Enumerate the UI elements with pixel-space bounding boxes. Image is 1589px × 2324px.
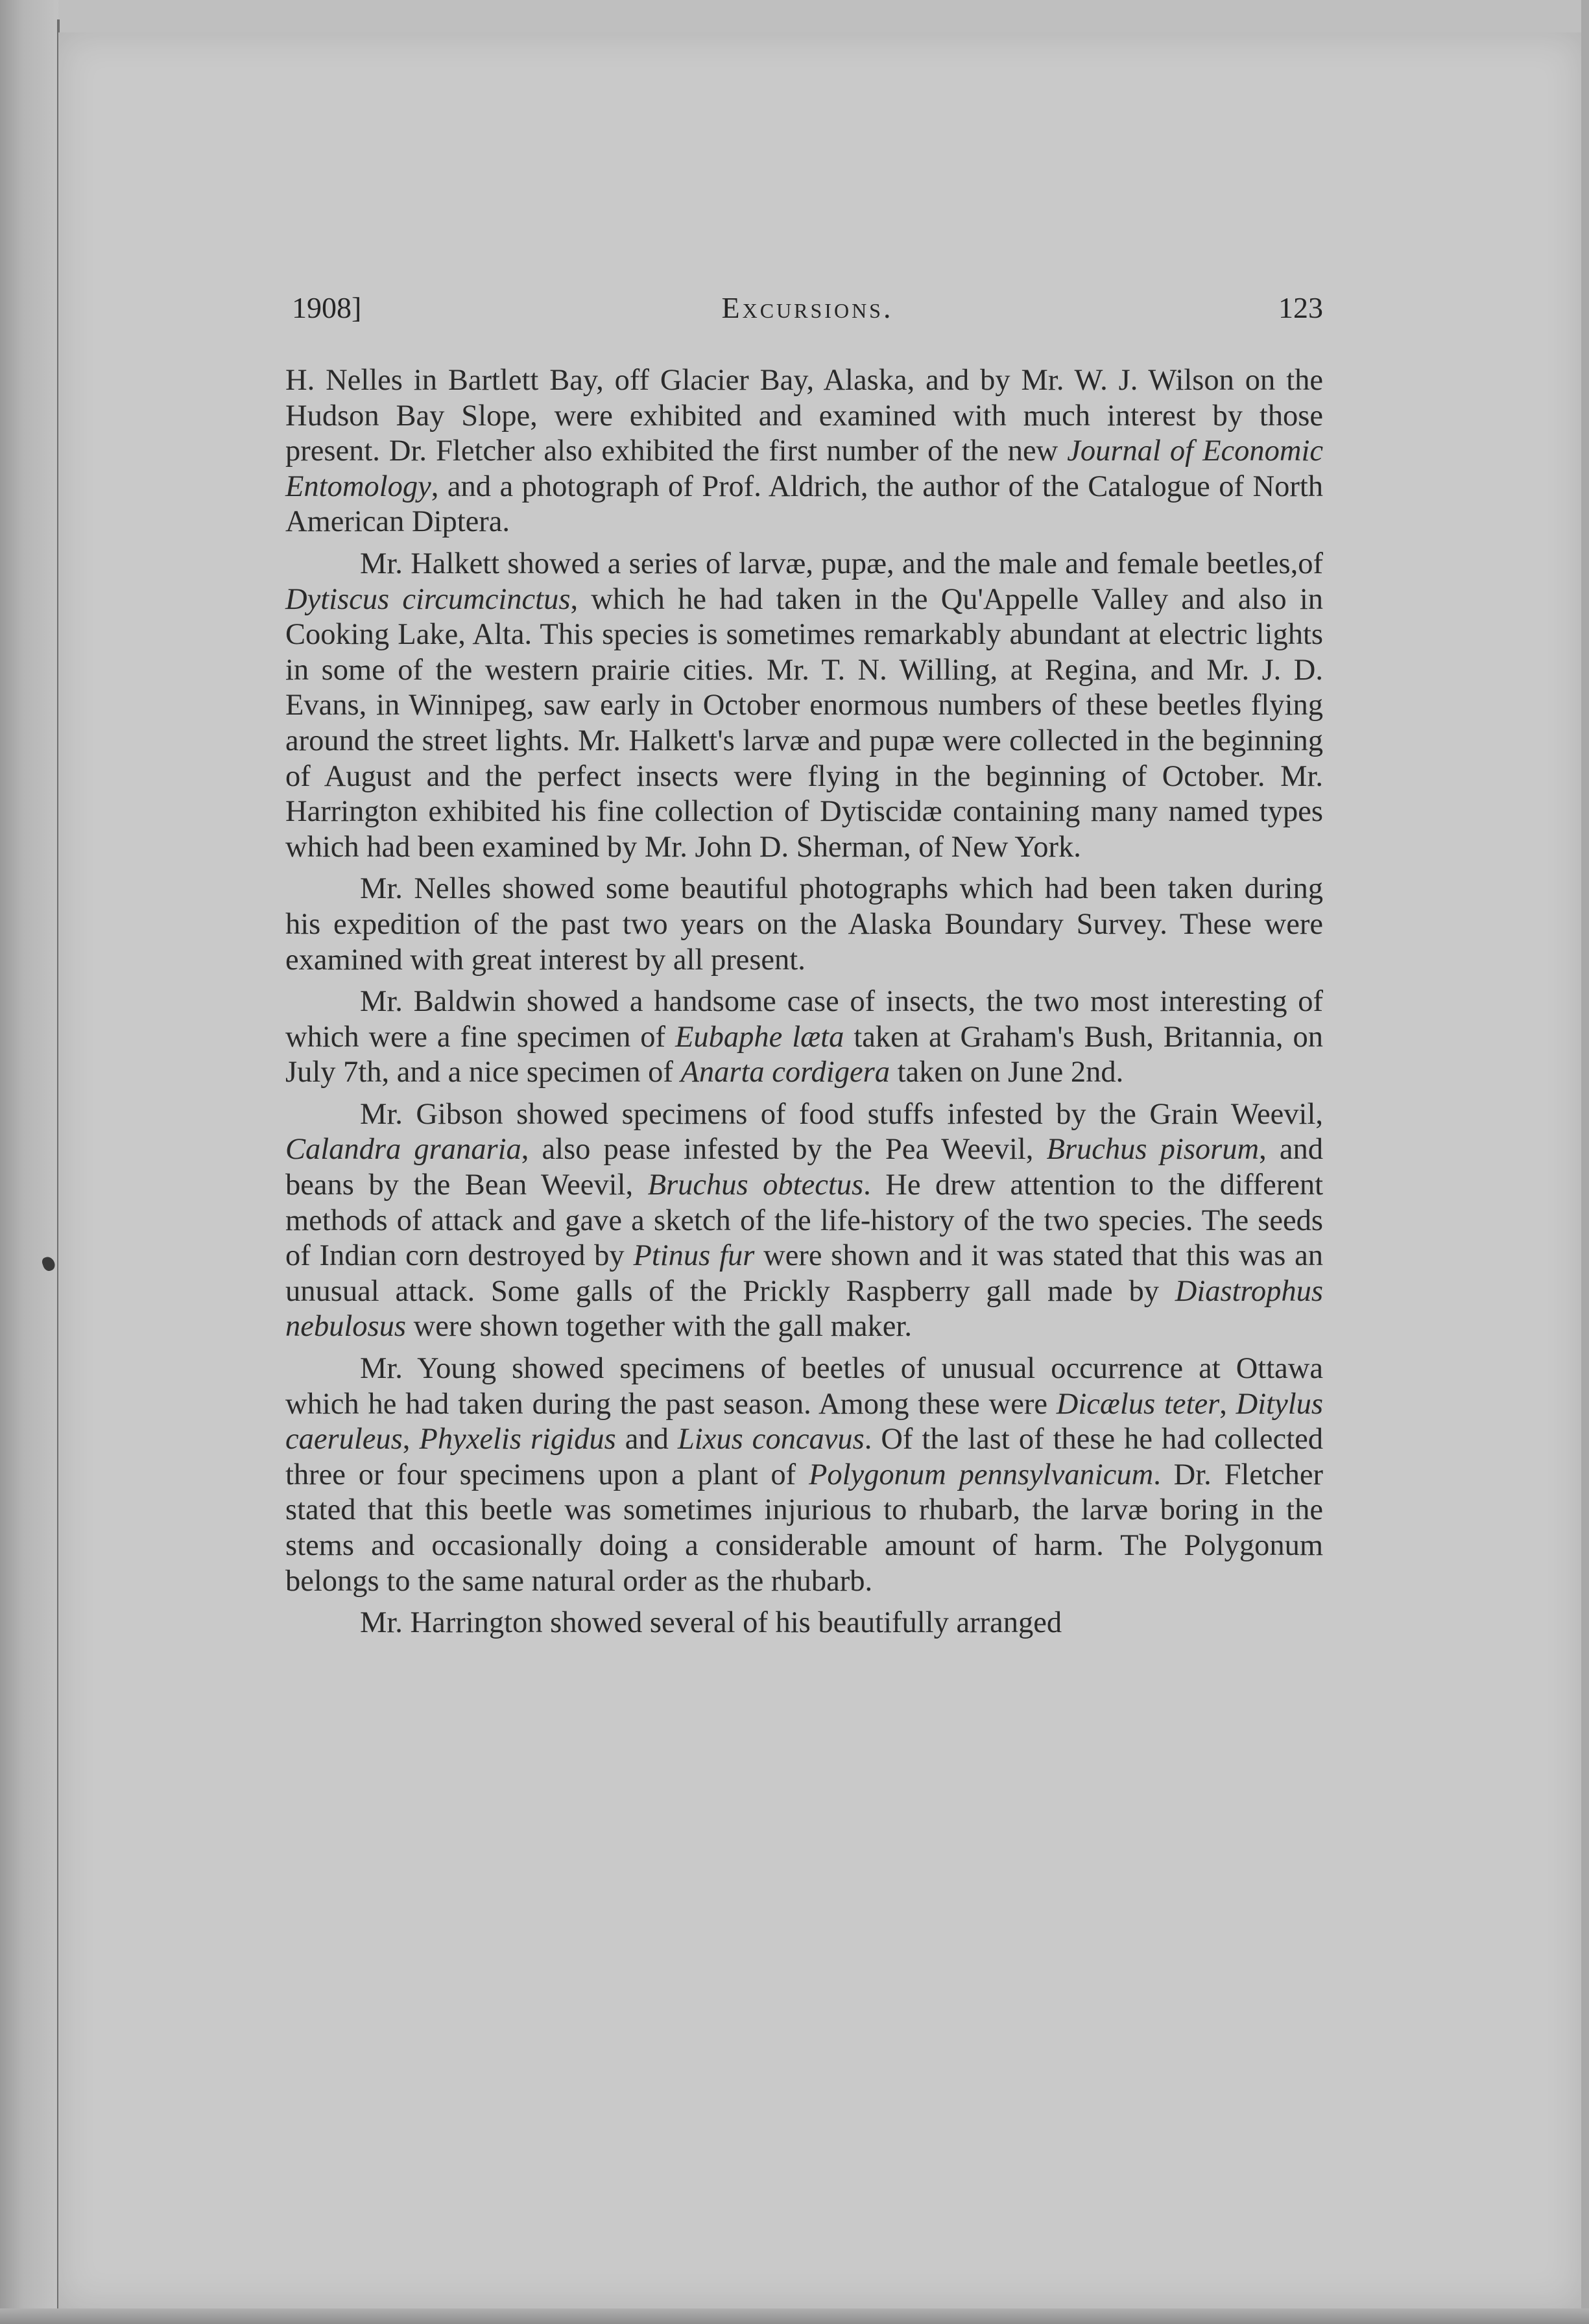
page-bottom-edge: [0, 2308, 1589, 2324]
text-run: . Dr. Fletcher stated that this beetle was sometimes injurious to rhubarb, the larvæ boring in the stems and occasionally doing a considerable amount of harm. The Polygonum belongs to the same natural order as the rhubarb.: [285, 1458, 1323, 1598]
italic-species-name: Dicælus teter: [1056, 1387, 1220, 1421]
italic-species-name: Calandra granaria: [285, 1133, 521, 1167]
italic-species-name: Phyxelis rigidus: [419, 1423, 616, 1456]
paragraph: [285, 984, 1323, 1091]
text-run: . He drew attention to the different methods of attack and gave a sketch of the life-history of the two species. The seeds of Indian corn destroyed by: [285, 1168, 1324, 1273]
italic-species-name: Ptinus fur: [633, 1239, 755, 1273]
text-run: , which he had taken in the Qu'Appelle Valley and also in Cooking Lake, Alta. This species is sometimes remarkably abundant at electric lights in some of the western prairie cities. Mr. T. N. Willing, at Regina, and Mr. J. D. Evans, in Winnipeg, saw early in October enormous numbers of these beetles flying around the street lights. Mr. Halkett's larvæ and pupæ were collected in the beginning of August and the perfect insects were flying in the beginning of October. Mr. Harrington exhibited his fine collection of Dytiscidæ containing many named types which had been examined by Mr. John D. Sherman, of New York.: [285, 582, 1323, 864]
italic-species-name: Polygonum pennsylvanicum: [808, 1458, 1154, 1491]
paragraph: [285, 547, 1323, 865]
text-run: Mr. Harrington showed several of his beautifully arranged: [360, 1606, 1062, 1640]
italic-species-name: Anarta cordigera: [680, 1056, 890, 1089]
text-run: ,: [1219, 1387, 1236, 1421]
text-run: H. Nelles in Bartlett Bay, off Glacier Bay, Alaska, and by Mr. W. J. Wilson on the Hudson Bay Slope, were exhibited and examined with much interest by those present. Dr. Fletcher also exhibited the first number of the new: [285, 364, 1323, 468]
italic-species-name: Lixus concavus: [677, 1423, 865, 1456]
text-run: Mr. Gibson showed specimens of food stuffs infested by the Grain Weevil,: [360, 1097, 1323, 1131]
paragraph: [285, 1351, 1323, 1599]
book-binding-edge: [0, 0, 58, 2324]
italic-species-name: Bruchus pisorum: [1046, 1133, 1260, 1167]
italic-species-name: Bruchus obtectus: [647, 1168, 864, 1202]
text-run: . Of the last of these he had collected three or four specimens upon a plant of: [285, 1423, 1323, 1491]
italic-species-name: Dytiscus circumcinctus: [285, 582, 571, 616]
text-run: taken at Graham's Bush, Britannia, on July 7th, and a nice specimen of: [285, 1020, 1323, 1089]
text-run: and: [615, 1423, 678, 1456]
italic-species-name: Journal of Economic Entomology: [285, 434, 1323, 503]
page-right-edge: [1581, 0, 1589, 2324]
text-run: , and beans by the Bean Weevil,: [285, 1133, 1323, 1202]
text-run: Mr. Nelles showed some beautiful photographs which had been taken during his expedition of the past two years on the Alaska Boundary Survey. These were examined with great interest by all present.: [285, 872, 1323, 977]
text-run: ,: [402, 1423, 420, 1456]
paragraph: [285, 1097, 1323, 1345]
page-number: 123: [1278, 291, 1323, 324]
text-run: , also pease infested by the Pea Weevil,: [521, 1133, 1047, 1167]
text-run: , and a photograph of Prof. Aldrich, the author of the Catalogue of North American Diptera.: [285, 469, 1323, 539]
header-year: 1908]: [292, 291, 362, 324]
running-head: [292, 290, 1323, 336]
paragraph: [285, 872, 1323, 978]
italic-species-name: Diastrophus nebulosus: [285, 1274, 1323, 1344]
text-run: Mr. Baldwin showed a handsome case of insects, the two most interesting of which were a fine specimen of: [285, 985, 1323, 1054]
header-title: Excursions.: [721, 291, 894, 324]
paragraph: [285, 1606, 1323, 1641]
text-run: Mr. Halkett showed a series of larvæ, pupæ, and the male and female beetles,of: [360, 547, 1323, 580]
text-run: Mr. Young showed specimens of beetles of unusual occurrence at Ottawa which he had taken during the past season. Among these were: [285, 1352, 1323, 1421]
text-run: taken on June 2nd.: [889, 1056, 1124, 1089]
italic-species-name: Ditylus caeruleus: [285, 1387, 1323, 1456]
body-text: [285, 363, 1323, 1648]
text-run: were shown and it was stated that this was an unusual attack. Some galls of the Prickly Raspberry gall made by: [285, 1239, 1323, 1308]
italic-species-name: Eubaphe læta: [675, 1020, 844, 1054]
text-run: were shown together with the gall maker.: [406, 1310, 912, 1344]
paragraph: [285, 363, 1323, 540]
